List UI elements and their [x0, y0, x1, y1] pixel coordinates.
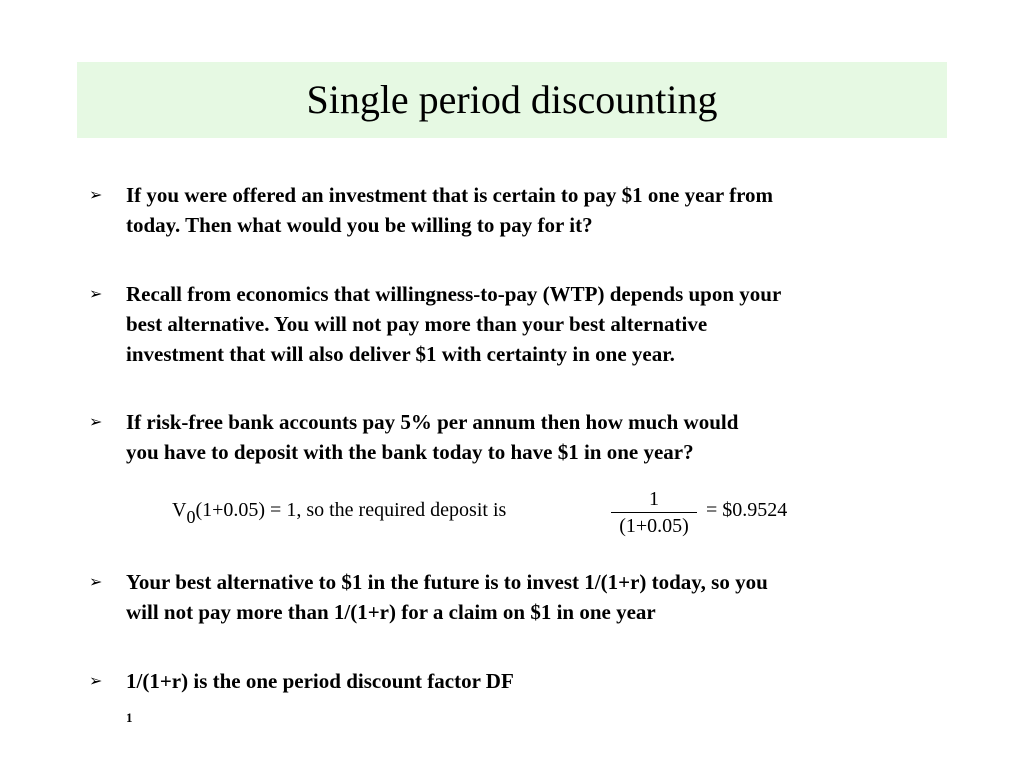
deposit-equation: [172, 486, 872, 546]
bullet-line: Recall from economics that willingness-to-pay (WTP) depends upon your: [126, 282, 782, 306]
bullet-line: If you were offered an investment that is certain to pay $1 one year from: [126, 183, 774, 207]
bullet-line: Your best alternative to $1 in the future is to invest 1/(1+r) today, so you: [126, 570, 768, 594]
bullet-text: [126, 666, 938, 726]
equation-result: = $0.9524: [706, 499, 788, 521]
bullet-text: [126, 567, 938, 627]
equation-left-side: [172, 499, 507, 527]
fraction-numerator: 1: [649, 488, 659, 510]
fraction-denominator: (1+0.05): [619, 515, 689, 537]
equation-left-rest: (1+0.05) = 1, so the required deposit is: [195, 499, 507, 521]
bullet-text: [126, 279, 938, 369]
equation-fraction: [609, 486, 699, 539]
bullet-line: best alternative. You will not pay more than your best alternative: [126, 312, 708, 336]
arrow-bullet-icon: ➢: [89, 572, 103, 591]
bullet-text: [126, 180, 938, 240]
arrow-bullet-icon: ➢: [89, 671, 103, 690]
arrow-bullet-icon: ➢: [89, 412, 103, 431]
bullet-line: investment that will also deliver $1 with certainty in one year.: [126, 342, 675, 366]
equation-v: V: [172, 499, 187, 521]
slide-title: Single period discounting: [306, 77, 718, 122]
bullet-line: will not pay more than 1/(1+r) for a claim on $1 in one year: [126, 600, 656, 624]
bullet-line: If risk-free bank accounts pay 5% per annum then how much would: [126, 410, 739, 434]
discount-factor-text: 1/(1+r) is the one period discount factor DF: [126, 669, 514, 693]
bullet-line: today. Then what would you be willing to pay for it?: [126, 213, 593, 237]
bullet-text: [126, 407, 938, 467]
title-banner: [77, 62, 947, 138]
equation-v-subscript: 0: [186, 507, 196, 527]
bullet-line: you have to deposit with the bank today to have $1 in one year?: [126, 440, 694, 464]
bullet-line: [126, 666, 938, 726]
discount-factor-subscript: 1: [126, 710, 133, 725]
arrow-bullet-icon: ➢: [89, 185, 103, 204]
arrow-bullet-icon: ➢: [89, 284, 103, 303]
